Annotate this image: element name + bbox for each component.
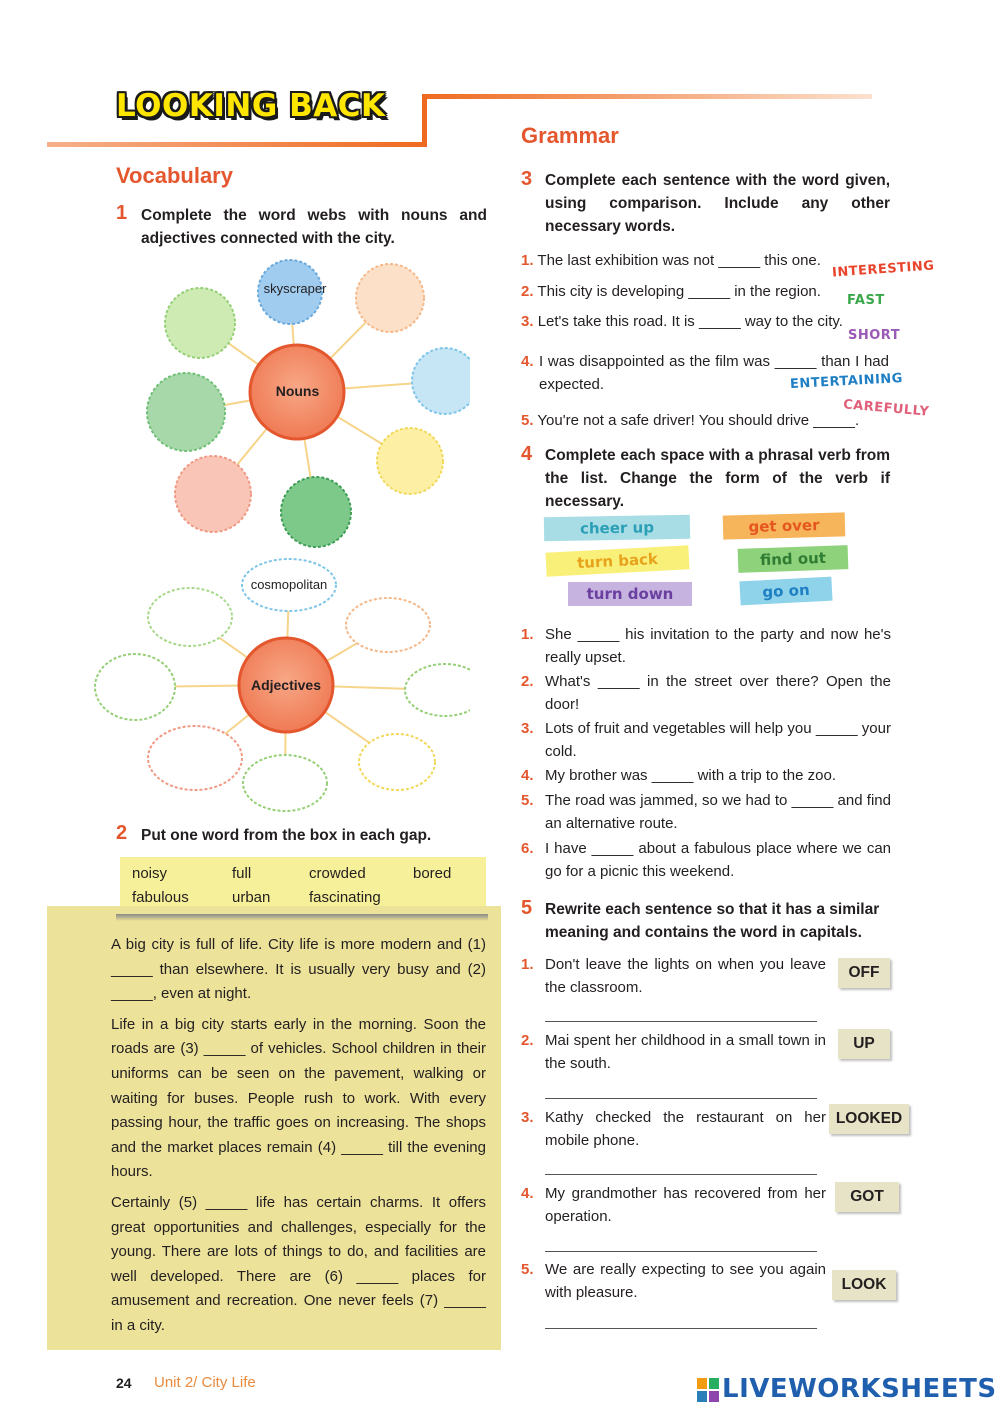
hint-word: CAREFULLY xyxy=(842,397,930,420)
item-text: This city is developing _____ in the region. xyxy=(537,283,821,300)
q4-item xyxy=(521,789,891,835)
web-bubble[interactable] xyxy=(377,428,443,494)
word-box-item: crowded xyxy=(309,865,366,882)
answer-line[interactable] xyxy=(545,1327,817,1329)
item-number: 4. xyxy=(521,767,534,784)
question-number-2: 2 xyxy=(116,822,128,844)
item-number: 1. xyxy=(521,956,534,973)
item-text: Mai spent her childhood in a small town in the south. xyxy=(545,1032,826,1072)
word-box-item: fabulous xyxy=(132,889,189,906)
item-text: Don't leave the lights on when you leave the classroom. xyxy=(545,956,826,996)
item-number: 1. xyxy=(521,252,534,269)
web-bubble[interactable] xyxy=(175,456,251,532)
vocabulary-heading: Vocabulary xyxy=(116,163,233,188)
passage-paragraph: A big city is full of life. City life is more modern and (1) _____ than elsewhere. It is usually very busy and (2) _____, even at night. xyxy=(111,936,486,1003)
item-text: The last exhibition was not _____ this one. xyxy=(537,252,821,269)
hint-word: SHORT xyxy=(848,328,901,343)
web-bubble[interactable] xyxy=(281,477,351,547)
item-text: The road was jammed, so we had to _____ and find an alternative route. xyxy=(545,792,891,832)
question-4-instruction: Complete each space with a phrasal verb from the list. Change the form of the verb if necessary. xyxy=(545,447,890,510)
web-bubble[interactable] xyxy=(405,664,470,716)
q5-item xyxy=(521,1106,826,1152)
web-bubble[interactable] xyxy=(359,734,435,790)
capital-word-box: OFF xyxy=(838,958,890,988)
q5-item xyxy=(521,1258,826,1304)
header-rule-left xyxy=(47,142,427,147)
item-text: She _____ his invitation to the party and now he's really upset. xyxy=(545,626,891,666)
word-box-item: noisy xyxy=(132,865,168,882)
word-box-item: fascinating xyxy=(309,889,381,906)
item-text: I have _____ about a fabulous place where we can go for a picnic this weekend. xyxy=(545,840,891,880)
item-number: 2. xyxy=(521,1032,534,1049)
hint-word: INTERESTING xyxy=(831,258,935,281)
answer-line[interactable] xyxy=(545,1097,817,1099)
item-number: 5. xyxy=(521,1261,534,1278)
item-number: 6. xyxy=(521,840,534,857)
passage-text xyxy=(111,933,486,1339)
answer-line[interactable] xyxy=(545,1250,817,1252)
item-number: 4. xyxy=(521,353,534,370)
verb-tag-find-out[interactable]: find out xyxy=(738,545,849,573)
item-number: 3. xyxy=(521,720,534,737)
item-text: We are really expecting to see you again with pleasure. xyxy=(545,1261,826,1301)
question-number-4: 4 xyxy=(521,443,533,465)
liveworksheets-logo-icon xyxy=(697,1378,719,1402)
word-box-item: urban xyxy=(232,889,271,906)
answer-line[interactable] xyxy=(545,1020,817,1022)
question-1-instruction: Complete the word webs with nouns and adjectives connected with the city. xyxy=(141,207,487,247)
web-bubble[interactable] xyxy=(95,654,175,720)
verb-tag-go-on[interactable]: go on xyxy=(739,577,832,606)
liveworksheets-logo[interactable]: LIVEWORKSHEETS xyxy=(722,1374,997,1404)
item-number: 3. xyxy=(521,313,534,330)
web-bubble[interactable] xyxy=(243,755,327,811)
item-number: 3. xyxy=(521,1109,534,1126)
question-number-1: 1 xyxy=(116,202,128,224)
q3-item xyxy=(521,249,841,272)
item-text: I was disappointed as the film was _____ than I had expected. xyxy=(539,353,889,393)
web-bubble[interactable] xyxy=(412,348,470,414)
web-bubble[interactable] xyxy=(165,288,235,358)
verb-tag-turn-back[interactable]: turn back xyxy=(545,545,689,576)
web-bubble[interactable] xyxy=(148,726,242,790)
capital-word-box: LOOKED xyxy=(829,1104,909,1134)
q3-item xyxy=(521,280,841,303)
q5-item xyxy=(521,953,826,999)
question-5-instruction: Rewrite each sentence so that it has a similar meaning and contains the word in capitals. xyxy=(545,901,880,941)
header-rule-vertical xyxy=(422,94,427,147)
page-number: 24 xyxy=(116,1375,132,1391)
grammar-heading: Grammar xyxy=(521,123,619,148)
capital-word-box: UP xyxy=(838,1029,890,1059)
q5-item xyxy=(521,1029,826,1075)
item-text: Kathy checked the restaurant on her mobile phone. xyxy=(545,1109,826,1149)
unit-label: Unit 2/ City Life xyxy=(154,1374,256,1391)
q4-item xyxy=(521,623,891,669)
web-bubble[interactable] xyxy=(148,588,232,646)
item-number: 2. xyxy=(521,673,534,690)
item-text: You're not a safe driver! You should drive _____. xyxy=(537,412,860,429)
verb-tag-get-over[interactable]: get over xyxy=(723,512,846,539)
question-3-instruction: Complete each sentence with the word given, using comparison. Include any other necessary words. xyxy=(545,172,890,235)
item-text: Lots of fruit and vegetables will help you _____ your cold. xyxy=(545,720,891,760)
q4-item-list xyxy=(521,623,891,883)
q4-item xyxy=(521,764,891,787)
web-bubble[interactable] xyxy=(147,373,225,451)
question-number-5: 5 xyxy=(521,897,533,919)
word-box-item: full xyxy=(232,865,252,882)
item-number: 5. xyxy=(521,792,534,809)
passage-shadow xyxy=(116,914,488,921)
word-box-item: bored xyxy=(413,865,452,882)
hint-word: ENTERTAINING xyxy=(789,371,904,392)
item-number: 2. xyxy=(521,283,534,300)
verb-tag-turn-down[interactable]: turn down xyxy=(568,582,692,606)
item-number: 1. xyxy=(521,626,534,643)
nouns-center-label: Nouns xyxy=(275,383,320,399)
item-text: Let's take this road. It is _____ way to the city. xyxy=(537,313,843,330)
q4-item xyxy=(521,717,891,763)
adjectives-center-label: Adjectives xyxy=(250,677,322,693)
passage-paragraph: Life in a big city starts early in the morning. Soon the roads are (3) _____ of vehicles. School children in their uniforms can be seen on the pavement, walking or waiting for buses. People rush to work. With every passing hour, the traffic goes on increasing. The shops and the market places remain (4) _____ till the evening hours. xyxy=(111,1015,486,1181)
hint-word: FAST xyxy=(847,293,885,308)
q4-item xyxy=(521,837,891,883)
nouns-example-label: skyscraper xyxy=(263,281,327,296)
passage-paragraph: Certainly (5) _____ life has certain charms. It offers great opportunities and challenges, especially for the young. There are lots of things to do, and facilities are well developed. There are (6) _____ places for amusement and recreation. One never feels (7) _____ in a city. xyxy=(111,1193,486,1334)
adjectives-example-label: cosmopolitan xyxy=(250,577,328,592)
verb-tag-cheer-up[interactable]: cheer up xyxy=(544,515,690,542)
item-text: My brother was _____ with a trip to the zoo. xyxy=(545,767,836,784)
item-text: My grandmother has recovered from her operation. xyxy=(545,1185,826,1225)
web-bubble[interactable] xyxy=(356,264,424,332)
item-number: 5. xyxy=(521,412,534,429)
question-2-instruction: Put one word from the box in each gap. xyxy=(141,827,432,844)
item-text: What's _____ in the street over there? Open the door! xyxy=(545,673,891,713)
capital-word-box: GOT xyxy=(835,1182,899,1212)
header-rule-right xyxy=(422,94,872,99)
item-number: 4. xyxy=(521,1185,534,1202)
q5-item xyxy=(521,1182,826,1228)
q3-item xyxy=(521,310,861,333)
question-number-3: 3 xyxy=(521,168,533,190)
page-title: LOOKING BACK xyxy=(116,88,386,124)
nouns-word-web xyxy=(120,250,470,560)
answer-line[interactable] xyxy=(545,1173,817,1175)
web-bubble[interactable] xyxy=(346,598,430,652)
q3-item xyxy=(521,409,891,432)
capital-word-box: LOOK xyxy=(832,1270,896,1300)
q4-item xyxy=(521,670,891,716)
